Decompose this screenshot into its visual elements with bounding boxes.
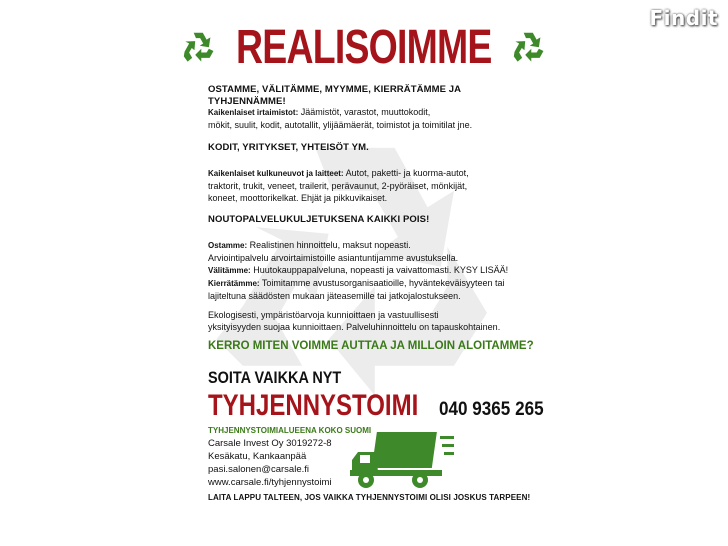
recycle-icon [180,29,218,67]
paragraph-services: Ostamme: Realistinen hinnoittelu, maksut nopeasti. Arviointipalvelu arvoirtaimistoille asiantuntijamme avustuksella. Välitämme: Huutokauppapalveluna, nopeasti ja vaivattomasti. KYSY LISÄÄ! Kierrätämme: Toimitamme avustusorganisaatioille, hyväntekeväisyyteen tai lajiteltuna säädösten mukaan jäteasemille tai jatkojalostukseen. [208,240,509,301]
paragraph-ecology: Ekologisesti, ympäristöarvoja kunnioittaen ja vastuullisesti yksityisyyden suojaa kunnioittaen. Palveluhinnoittelu on tapauskohtainen. [208,310,501,332]
question-heading: KERRO MITEN VOIMME AUTTAA JA MILLOIN ALOITAMME? [208,340,534,352]
heading-pickup: NOUTOPALVELUKULJETUKSENA KAIKKI POIS! [208,214,430,225]
phone-number[interactable]: 040 9365 265 [439,399,544,420]
title-row [0,20,728,80]
website-link[interactable]: www.carsale.fi/tyhjennystoimi [208,477,332,488]
contact-block: TYHJENNYSTOIMIALUEENA KOKO SUOMI Carsale Invest Oy 3019272-8 Kesäkatu, Kankaanpää pasi.salonen@carsale.fi www.carsale.fi/tyhjennystoimi [208,425,528,489]
company-name: TYHJENNYSTOIMI [208,389,419,422]
heading-services: OSTAMME, VÄLITÄMME, MYYMME, KIERRÄTÄMME JA TYHJENNÄMME! [208,84,461,107]
footer-note: LAITA LAPPU TALTEEN, JOS VAIKKA TYHJENNYSTOIMI OLISI JOSKUS TARPEEN! [208,493,531,502]
company-line [208,388,544,424]
page-title: REALISOIMME [236,21,492,74]
paragraph-irtaimistot: Kaikenlaiset irtaimistot: Jäämistöt, varastot, muuttokodit, mökit, suulit, kodit, autotallit, ylijäämäerät, toimistot ja toimitilat jne. [208,107,473,130]
paragraph-vehicles: Kaikenlaiset kulkuneuvot ja laitteet: Autot, paketti- ja kuorma-autot, traktorit, trukit, veneet, trailerit, perävaunut, 2-pyöräiset, mönkijät, koneet, moottorikelkat. Ehjät ja pikkuvikaiset. [208,168,469,203]
call-heading: SOITA VAIKKA NYT [208,368,342,387]
findit-logo[interactable]: Findit [649,6,718,30]
heading-targets: KODIT, YRITYKSET, YHTEISÖT YM. [208,142,369,153]
truck-icon [348,424,458,490]
recycle-icon [510,29,548,67]
email-link[interactable]: pasi.salonen@carsale.fi [208,464,310,475]
